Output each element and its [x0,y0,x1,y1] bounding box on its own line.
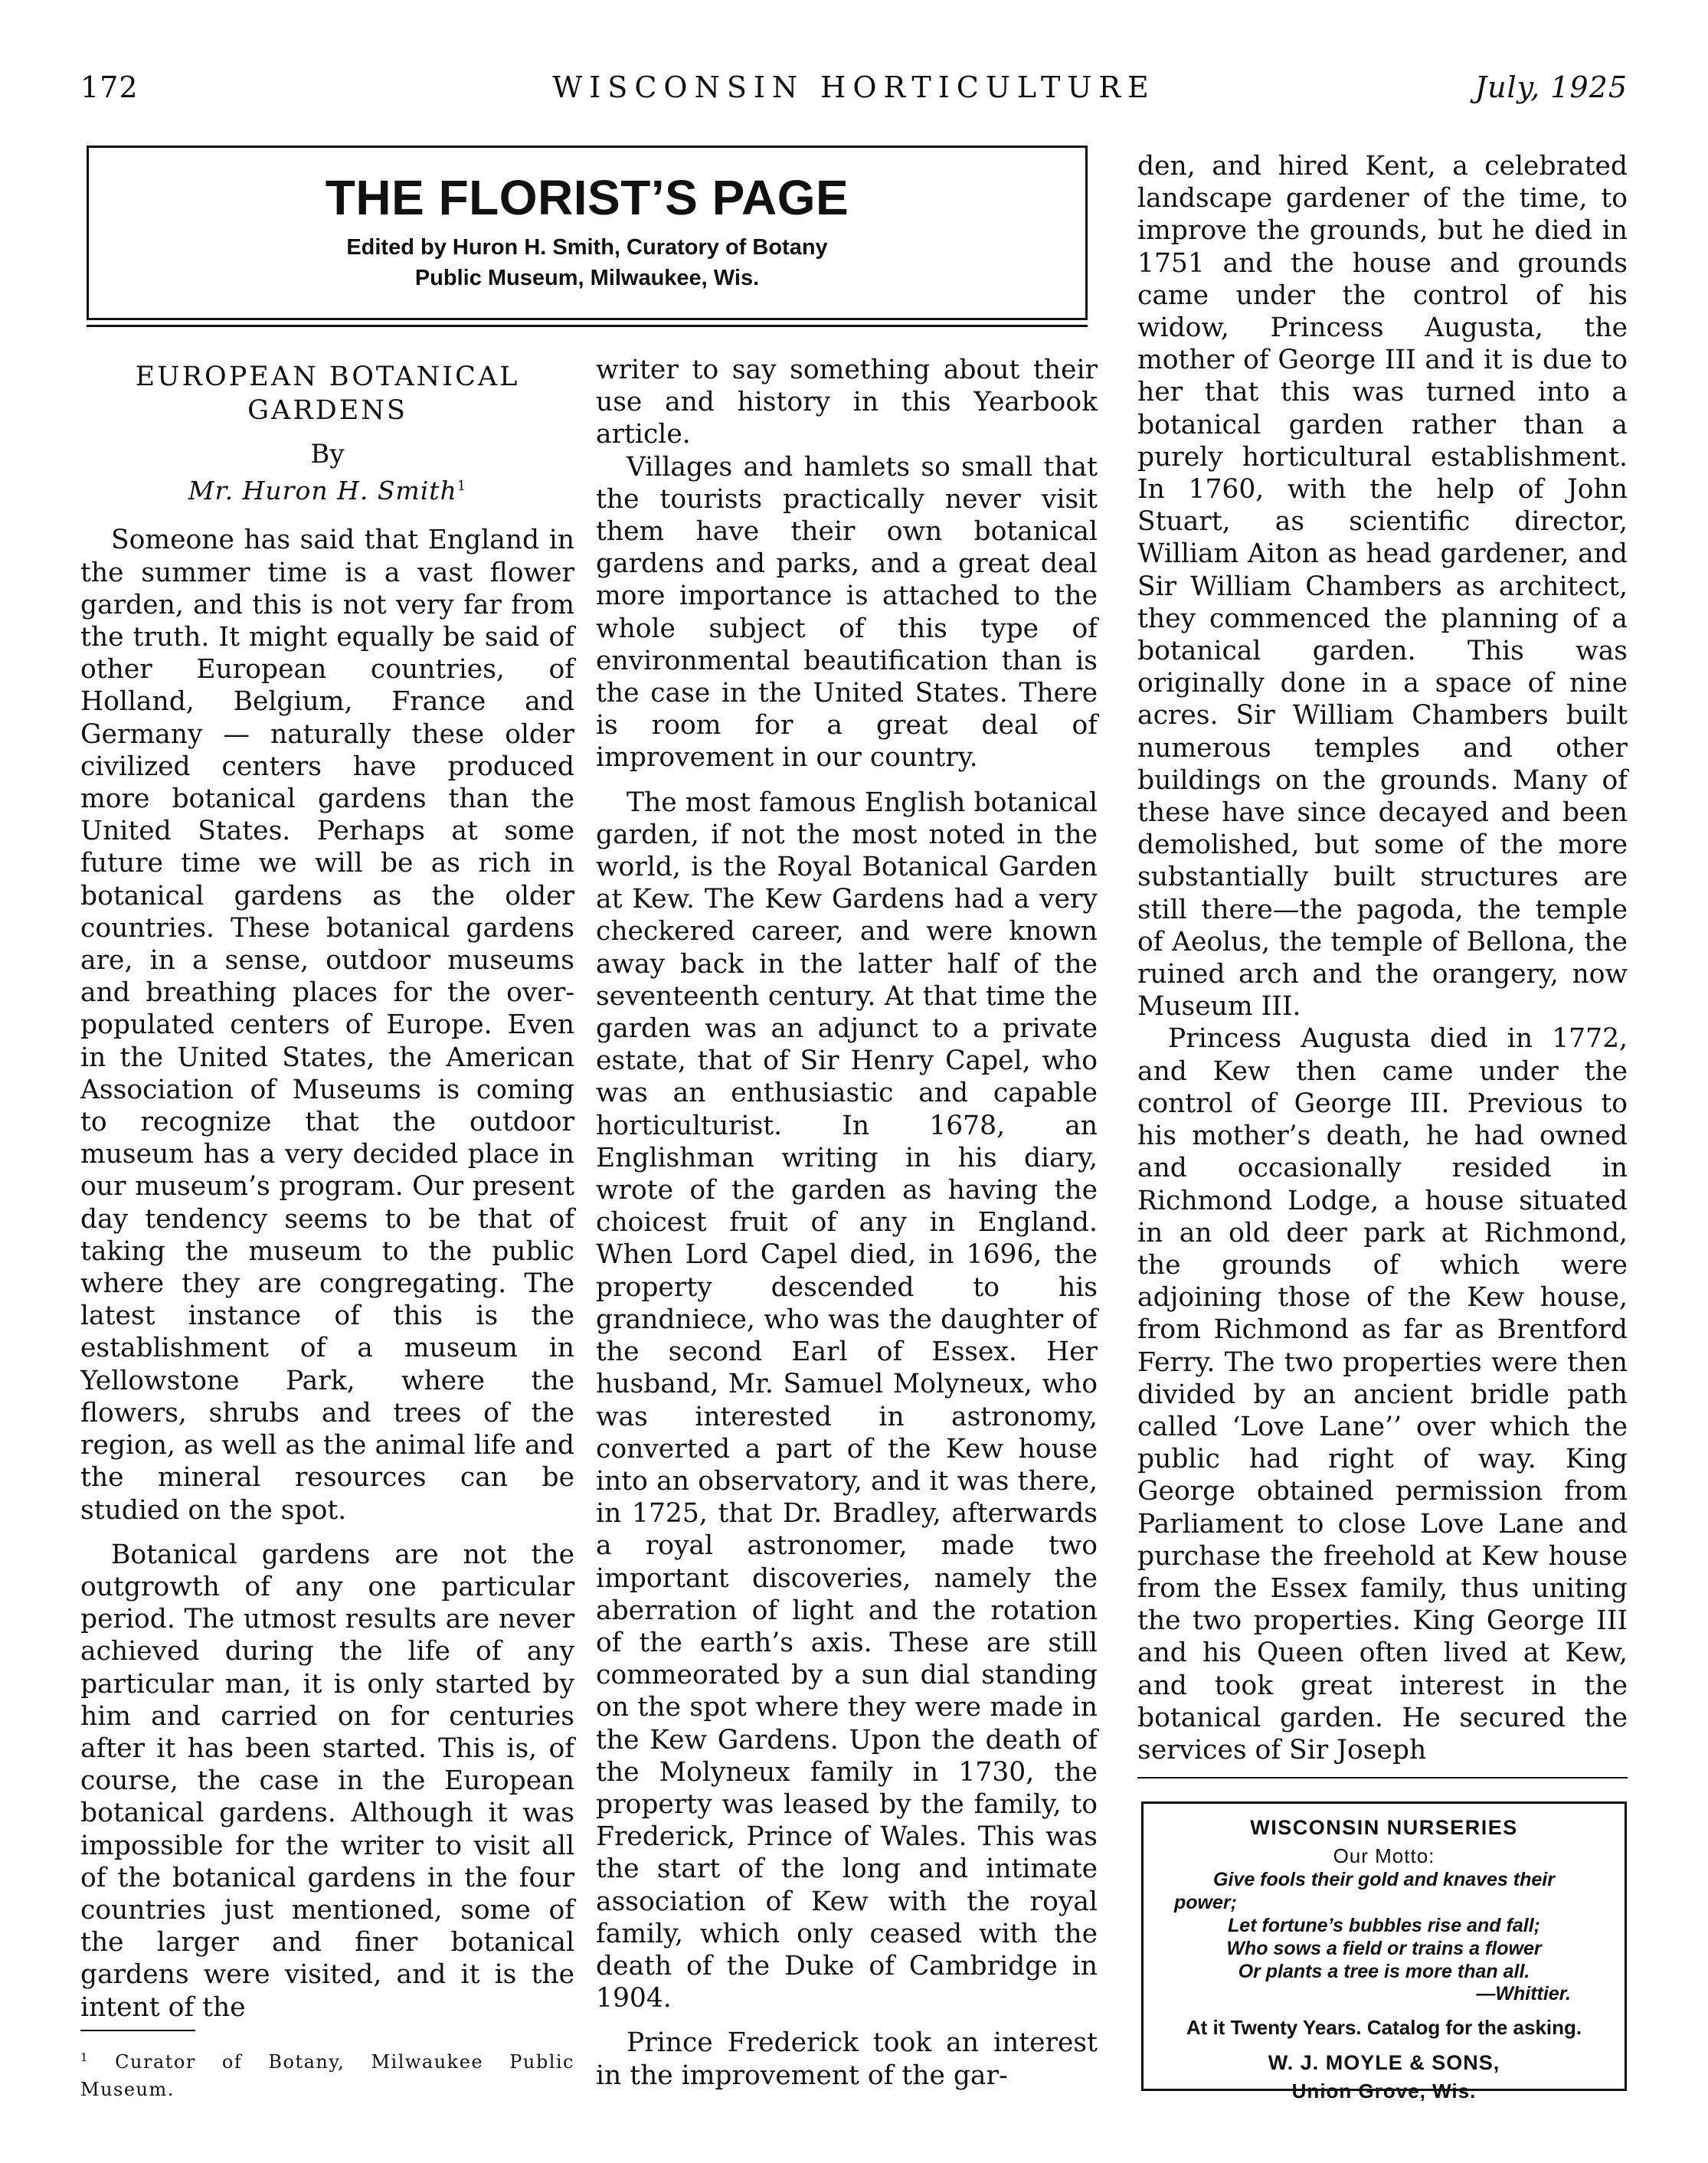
ad-location: Union Grove, Wis. [1291,2080,1477,2102]
verse-line: Or plants a tree is more than all. [1238,1961,1530,1982]
paragraph: Someone has said that England in the summer time is a vast flower garden, and this is not very far from the truth. It might equally be said of other European countries, of Holland, Belgium, France and Germany — naturally these older civilized centers have produced more botanical gardens than the United States. Perhaps at some future time we will be as rich in botanical gardens as the older countries. These botanical gardens are, in a sense, outdoor museums and breathing places for the over-populated centers of Europe. Even in the United States, the American Association of Museums is coming to recognize that the outdoor museum has a very decided place in our museum’s program. Our present day tendency seems to be that of taking the museum to the public where they are congregating. The latest instance of this is the establishment of a museum in Yellowstone Park, where the flowers, shrubs and trees of the region, as well as the animal life and the mineral resources can be studied on the spot. [80,525,574,1526]
article-title-line-1: EUROPEAN BOTANICAL [135,362,520,392]
editor-credit-line-1: Edited by Huron H. Smith, Curatory of Botany [346,235,828,260]
section-title: THE FLORIST’S PAGE [325,170,849,225]
verse-line: Give fools their gold and knaves their [1213,1869,1555,1890]
running-head [80,70,1628,109]
paragraph: The most famous English botanical garden, if not the most noted in the world, is the Royal Botanical Garden at Kew. The Kew Gardens had a very checkered career, and were known away back in the latter half of the seventeenth century. At that time the garden was an adjunct to a private estate, that of Sir Henry Capel, who was an enthusiastic and capable horticulturist. In 1678, an Englishman writing in his diary, wrote of the garden as having the choicest fruit of any in England. When Lord Capel died, in 1696, the property descended to his grandniece, who was the daughter of the second Earl of Essex. Her husband, Mr. Samuel Molyneux, who was interested in astronomy, converted a part of the Kew house into an observatory, and it was there, in 1725, that Dr. Bradley, afterwards a royal astronomer, made two important discoveries, namely the aberration of light and the rotation of the earth’s axis. These are still commeorated by a sun dial standing on the spot where they were made in the Kew Gardens. Upon the death of the Molyneux family in 1730, the property was leased by the family, to Frederick, Prince of Wales. This was the start of the long and intimate association of Kew with the royal family, which only ceased with the death of the Duke of Cambridge in 1904. [596,787,1098,2014]
article-column-1 [80,360,574,2024]
paragraph: den, and hired Kent, a celebrated landscape gardener of the time, to improve the grounds, but he died in 1751 and the house and grounds came under the control of his widow, Princess Augusta, the mother of George III and it is due to her that this was turned into a botanical garden rather than a purely horticultural establishment. In 1760, with the help of John Stuart, as scientific director, William Aiton as head gardener, and Sir William Chambers as architect, they commenced the planning of a botanical garden. This was originally done in a space of nine acres. Sir William Chambers built numerous temples and other buildings on the grounds. Many of these have since decayed and been demolished, but some of the more substantially built structures are still there—the pagoda, the temple of Aeolus, the temple of Bellona, the ruined arch and the orangery, now Museum III. [1137,151,1628,1023]
article-title [80,360,574,427]
author-note-mark: 1 [456,478,467,495]
verse-line: Who sows a field or trains a flower [1226,1938,1542,1959]
paragraph: Prince Frederick took an interest in the improvement of the gar- [596,2027,1098,2091]
byline-by: By [310,439,345,470]
article-column-2 [596,354,1098,2092]
footnote-text: Curator of Botany, Milwaukee Public Museum. [80,2051,574,2100]
ad-firm: W. J. MOYLE & SONS, [1268,2051,1500,2074]
verse-line: Let fortune’s bubbles rise and fall; [1228,1915,1540,1936]
nursery-advertisement [1141,1801,1627,2102]
ad-motto-label: Our Motto: [1333,1844,1435,1867]
issue-date: July, 1925 [1474,70,1628,104]
author-name: Mr. Huron H. Smith [188,476,457,506]
ad-attribution: —Whittier. [1476,1983,1571,2004]
box-rule [87,325,1088,327]
byline-author [80,470,574,507]
editor-credit [89,232,1085,293]
editor-credit-line-2: Public Museum, Milwaukee, Wis. [414,266,760,290]
ad-title: WISCONSIN NURSERIES [1250,1816,1518,1839]
article-title-line-2: GARDENS [247,395,407,426]
verse-line: power; [1174,1892,1237,1913]
footnote [80,2044,574,2103]
ad-offer: At it Twenty Years. Catalog for the asking. [1186,2016,1582,2039]
paragraph: writer to say something about their use and history in this Yearbook article. [596,355,1098,450]
column-rule [1137,1777,1628,1779]
article-column-3 [1137,150,1628,1766]
ad-verse [1144,1868,1625,1983]
florist-page-box [87,146,1088,320]
paragraph: Princess Augusta died in 1772, and Kew then came under the control of George III. Previous to his mother’s death, he had owned and occasionally resided in Richmond Lodge, a house situated in an old deer park at Richmond, the grounds of which were adjoining those of the Kew house, from Richmond as far as Brentford Ferry. The two properties were then divided by an ancient bridle path called ‘Love Lane’’ over which the public had right of way. King George obtained permission from Parliament to close Love Lane and purchase the freehold at Kew house from the Essex family, thus uniting the two properties. King George III and his Queen often lived at Kew, and took great interest in the botanical garden. He secured the services of Sir Joseph [1137,1023,1628,1765]
page-number: 172 [80,70,139,104]
paragraph: Botanical gardens are not the outgrowth of any one particular period. The utmost results are never achieved during the life of any particular man, it is only started by him and carried on for centuries after it has been started. This is, of course, the case in the European botanical gardens. Although it was impossible for the writer to visit all of the botanical gardens in the four countries just mentioned, some of the larger and finer botanical gardens were visited, and it is the intent of the [80,1539,574,2023]
footnote-rule [80,2030,195,2031]
journal-title: WISCONSIN HORTICULTURE [552,70,1156,104]
footnote-mark: 1 [80,2050,90,2064]
paragraph: Villages and hamlets so small that the tourists practically never visit them have their own botanical gardens and parks, and a great deal more importance is attached to the whole subject of this type of environmental beautification than is the case in the United States. There is room for a great deal of improvement in our country. [596,451,1098,774]
